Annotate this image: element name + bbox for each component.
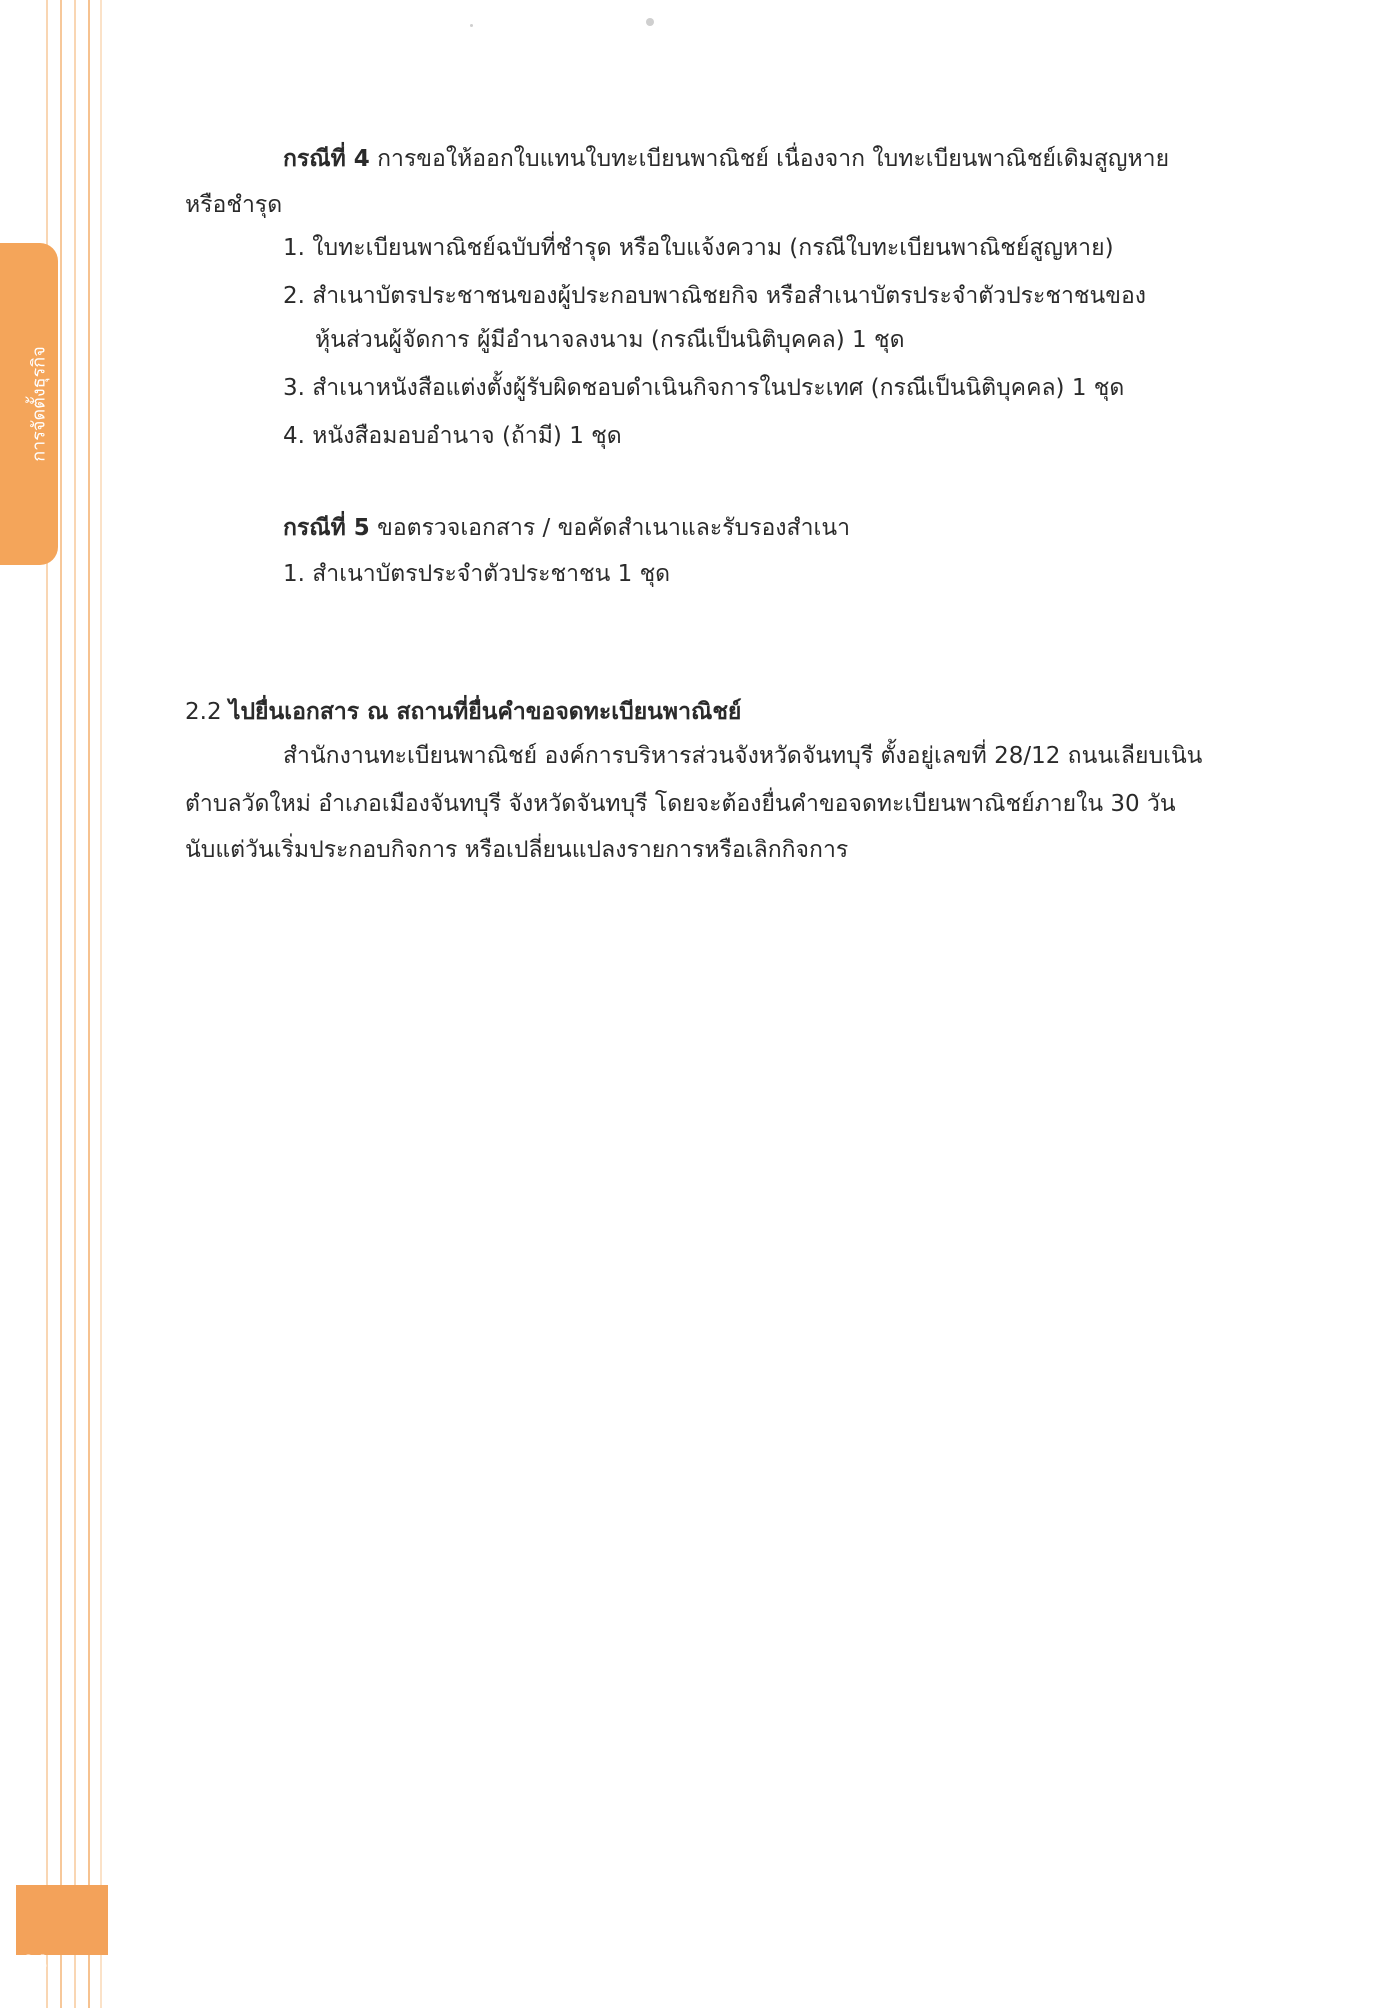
section-heading-number: 2.2: [185, 699, 229, 725]
case5-item: 1. สำเนาบัตรประจำตัวประชาชน 1 ชุด: [283, 561, 671, 587]
section-side-tab-label: การจัดตั้งธุรกิจ: [28, 346, 50, 462]
case4-title: [283, 144, 1169, 174]
page-number: 64: [22, 1950, 47, 1975]
margin-line: [88, 0, 90, 2008]
margin-line: [74, 0, 76, 2008]
section-heading-text: ไปยื่นเอกสาร ณ สถานที่ยื่นคำขอจดทะเบียนพาณิชย์: [228, 699, 742, 725]
case4-label: กรณีที่ 4: [283, 146, 370, 172]
section-heading: [185, 697, 741, 727]
case5-label: กรณีที่ 5: [283, 515, 370, 541]
scan-speck: [646, 18, 654, 26]
case5-title: [283, 513, 850, 543]
case4-title-cont: หรือชำรุด: [185, 192, 283, 218]
case4-item-cont: หุ้นส่วนผู้จัดการ ผู้มีอำนาจลงนาม (กรณีเป็นนิติบุคคล) 1 ชุด: [315, 327, 905, 353]
margin-line: [100, 0, 102, 2008]
case4-item: 2. สำเนาบัตรประชาชนของผู้ประกอบพาณิชยกิจ หรือสำเนาบัตรประจำตัวประชาชนของ: [283, 283, 1147, 309]
case5-title-text: ขอตรวจเอกสาร / ขอคัดสำเนาและรับรองสำเนา: [369, 515, 850, 541]
section-paragraph-line: นับแต่วันเริ่มประกอบกิจการ หรือเปลี่ยนแปลงรายการหรือเลิกกิจการ: [185, 837, 849, 863]
scan-speck: [470, 24, 473, 27]
section-paragraph-line: ตำบลวัดใหม่ อำเภอเมืองจันทบุรี จังหวัดจันทบุรี โดยจะต้องยื่นคำขอจดทะเบียนพาณิชย์ภายใน 30 วัน: [185, 791, 1176, 817]
page-number-box: [16, 1885, 108, 1955]
margin-line: [60, 0, 62, 2008]
case4-item: 4. หนังสือมอบอำนาจ (ถ้ามี) 1 ชุด: [283, 423, 622, 449]
section-paragraph-line: สำนักงานทะเบียนพาณิชย์ องค์การบริหารส่วนจังหวัดจันทบุรี ตั้งอยู่เลขที่ 28/12 ถนนเลียบเนิน: [283, 743, 1203, 769]
case4-title-text: การขอให้ออกใบแทนใบทะเบียนพาณิชย์ เนื่องจาก ใบทะเบียนพาณิชย์เดิมสูญหาย: [369, 146, 1170, 172]
case4-item: 1. ใบทะเบียนพาณิชย์ฉบับที่ชำรุด หรือใบแจ้งความ (กรณีใบทะเบียนพาณิชย์สูญหาย): [283, 235, 1114, 261]
case4-item: 3. สำเนาหนังสือแต่งตั้งผู้รับผิดชอบดำเนินกิจการในประเทศ (กรณีเป็นนิติบุคคล) 1 ชุด: [283, 375, 1125, 401]
